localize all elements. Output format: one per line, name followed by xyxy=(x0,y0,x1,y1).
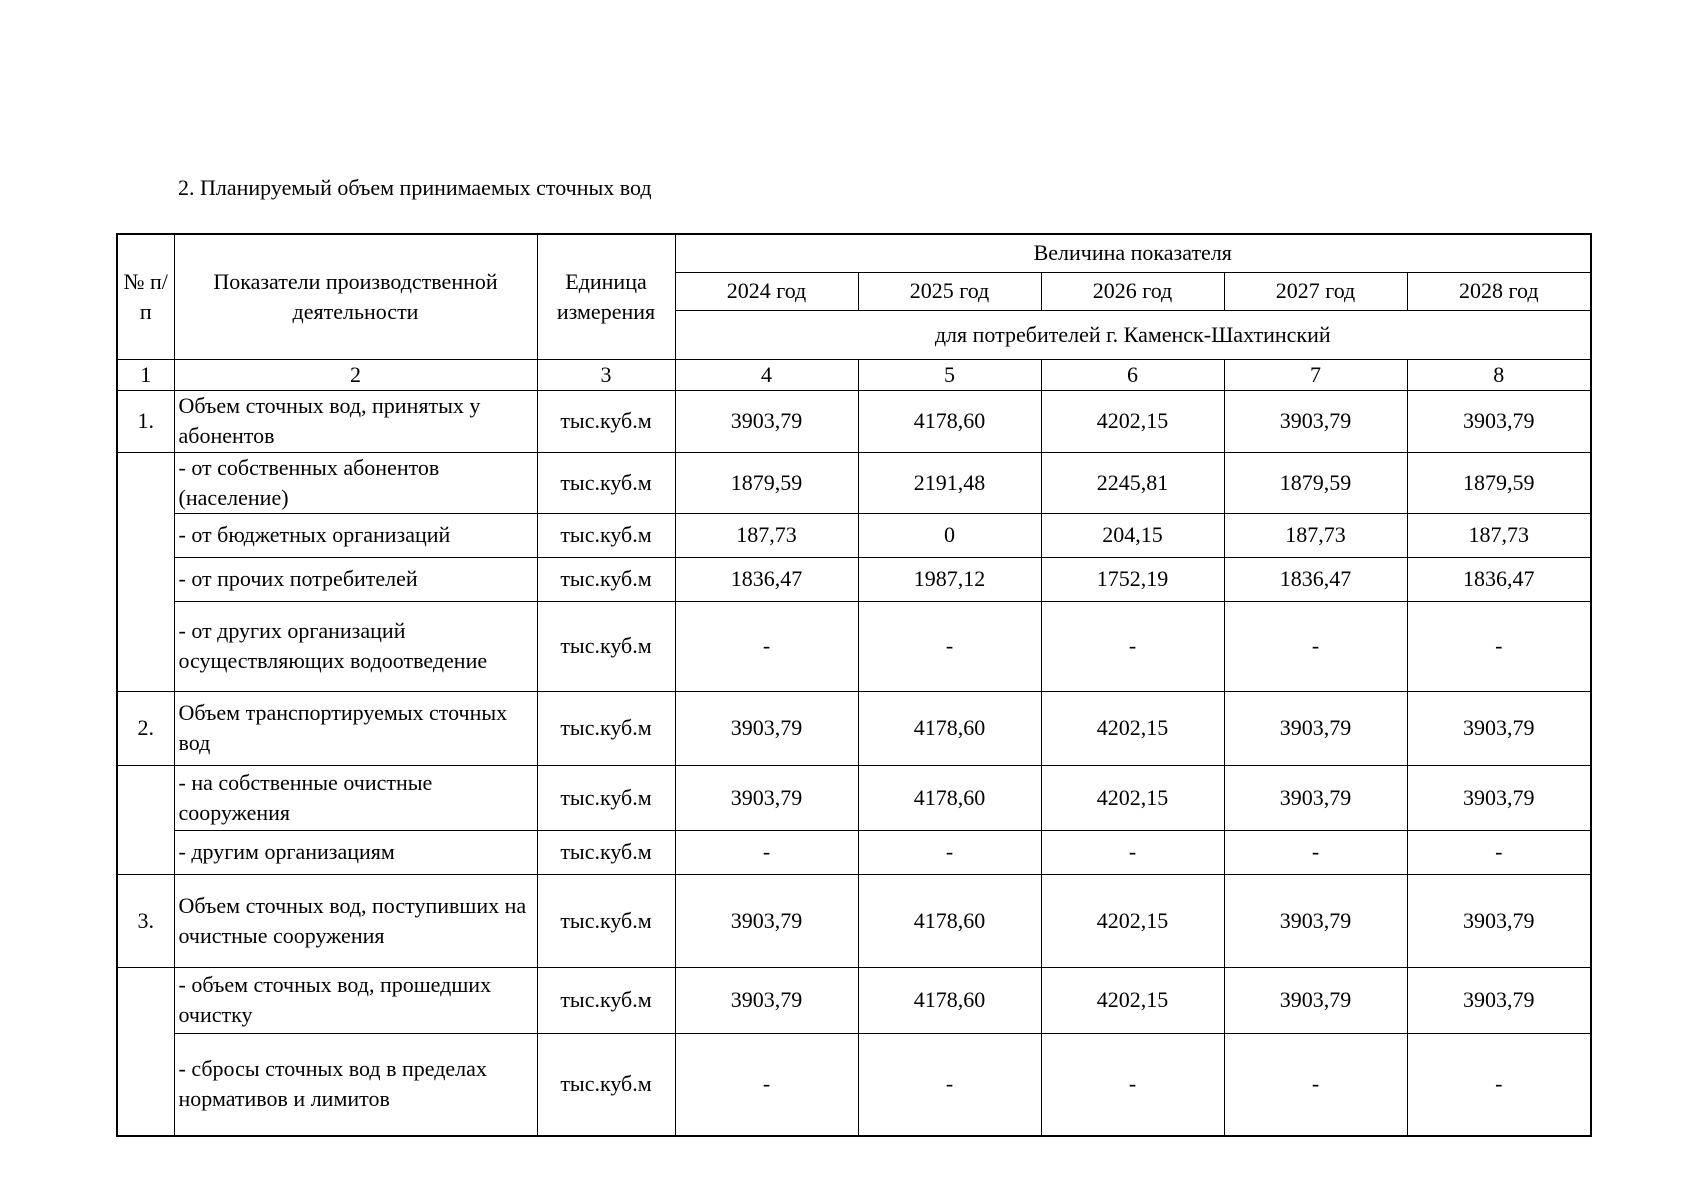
row-value: 187,73 xyxy=(1224,513,1407,557)
row-value: 4178,60 xyxy=(858,691,1041,765)
row-value: - xyxy=(1224,830,1407,874)
row-value: 4178,60 xyxy=(858,765,1041,830)
row-value: - xyxy=(1407,601,1591,691)
table-row xyxy=(117,452,1591,513)
row-label: - объем сточных вод, прошедших очистку xyxy=(174,967,537,1033)
row-value: 1836,47 xyxy=(1407,557,1591,601)
row-label: Объем сточных вод, принятых у абонентов xyxy=(174,390,537,452)
row-label: - другим организациям xyxy=(174,830,537,874)
row-value: 3903,79 xyxy=(1407,765,1591,830)
row-label: - от других организаций осуществляющих водоотведение xyxy=(174,601,537,691)
row-value: 3903,79 xyxy=(1407,691,1591,765)
column-number: 7 xyxy=(1224,359,1407,390)
row-value: - xyxy=(858,830,1041,874)
row-value: - xyxy=(1224,1033,1407,1136)
table-row xyxy=(117,765,1591,830)
row-number xyxy=(117,765,174,874)
row-number: 2. xyxy=(117,691,174,765)
header-indicator: Показатели производственной деятельности xyxy=(174,234,537,359)
row-unit: тыс.куб.м xyxy=(537,557,675,601)
header-year: 2024 год xyxy=(675,272,858,310)
row-value: 1836,47 xyxy=(675,557,858,601)
row-value: - xyxy=(1407,1033,1591,1136)
row-value: 4202,15 xyxy=(1041,874,1224,967)
row-value: 3903,79 xyxy=(675,967,858,1033)
header-year: 2026 год xyxy=(1041,272,1224,310)
column-number: 1 xyxy=(117,359,174,390)
column-number: 4 xyxy=(675,359,858,390)
row-value: - xyxy=(1041,1033,1224,1136)
row-value: - xyxy=(675,830,858,874)
row-label: - сбросы сточных вод в пределах нормативов и лимитов xyxy=(174,1033,537,1136)
row-value: 3903,79 xyxy=(1224,390,1407,452)
row-value: 3903,79 xyxy=(675,390,858,452)
row-value: - xyxy=(1041,830,1224,874)
row-unit: тыс.куб.м xyxy=(537,513,675,557)
header-year: 2025 год xyxy=(858,272,1041,310)
row-value: 187,73 xyxy=(1407,513,1591,557)
row-value: 1879,59 xyxy=(1224,452,1407,513)
row-value: 2191,48 xyxy=(858,452,1041,513)
row-value: 4202,15 xyxy=(1041,967,1224,1033)
column-number: 2 xyxy=(174,359,537,390)
row-value: 3903,79 xyxy=(1224,874,1407,967)
row-label: - на собственные очистные сооружения xyxy=(174,765,537,830)
row-value: 3903,79 xyxy=(1224,765,1407,830)
row-value: - xyxy=(858,1033,1041,1136)
table-row xyxy=(117,390,1591,452)
header-year: 2027 год xyxy=(1224,272,1407,310)
table-row xyxy=(117,513,1591,557)
row-unit: тыс.куб.м xyxy=(537,874,675,967)
header-unit: Единица измерения xyxy=(537,234,675,359)
header-num: № п/п xyxy=(117,234,174,359)
table-row xyxy=(117,601,1591,691)
table-row xyxy=(117,830,1591,874)
row-value: - xyxy=(675,601,858,691)
row-value: 1752,19 xyxy=(1041,557,1224,601)
column-number: 5 xyxy=(858,359,1041,390)
table-row xyxy=(117,1033,1591,1136)
row-value: 1879,59 xyxy=(675,452,858,513)
row-value: 3903,79 xyxy=(675,691,858,765)
row-value: 3903,79 xyxy=(1407,390,1591,452)
row-label: Объем сточных вод, поступивших на очистные сооружения xyxy=(174,874,537,967)
table-row xyxy=(117,691,1591,765)
row-value: 4178,60 xyxy=(858,874,1041,967)
row-value: - xyxy=(858,601,1041,691)
row-value: 0 xyxy=(858,513,1041,557)
table-row xyxy=(117,557,1591,601)
row-unit: тыс.куб.м xyxy=(537,601,675,691)
row-value: - xyxy=(675,1033,858,1136)
header-value-group: Величина показателя xyxy=(675,234,1591,272)
row-value: - xyxy=(1224,601,1407,691)
row-value: 3903,79 xyxy=(675,874,858,967)
row-unit: тыс.куб.м xyxy=(537,390,675,452)
row-number xyxy=(117,452,174,691)
row-value: 1987,12 xyxy=(858,557,1041,601)
row-label: - от собственных абонентов (население) xyxy=(174,452,537,513)
row-value: 4202,15 xyxy=(1041,765,1224,830)
column-number: 6 xyxy=(1041,359,1224,390)
row-unit: тыс.куб.м xyxy=(537,830,675,874)
row-label: - от бюджетных организаций xyxy=(174,513,537,557)
row-number: 1. xyxy=(117,390,174,452)
row-value: 2245,81 xyxy=(1041,452,1224,513)
row-number: 3. xyxy=(117,874,174,967)
row-value: 1836,47 xyxy=(1224,557,1407,601)
table-row xyxy=(117,874,1591,967)
row-value: - xyxy=(1407,830,1591,874)
row-value: 3903,79 xyxy=(675,765,858,830)
row-value: 204,15 xyxy=(1041,513,1224,557)
row-value: 4202,15 xyxy=(1041,691,1224,765)
row-unit: тыс.куб.м xyxy=(537,765,675,830)
row-value: 3903,79 xyxy=(1407,967,1591,1033)
row-value: 3903,79 xyxy=(1407,874,1591,967)
row-value: 187,73 xyxy=(675,513,858,557)
row-value: 1879,59 xyxy=(1407,452,1591,513)
header-consumers: для потребителей г. Каменск-Шахтинский xyxy=(675,310,1591,359)
header-year: 2028 год xyxy=(1407,272,1591,310)
row-number xyxy=(117,967,174,1136)
table-row xyxy=(117,967,1591,1033)
row-unit: тыс.куб.м xyxy=(537,691,675,765)
column-number: 3 xyxy=(537,359,675,390)
row-label: - от прочих потребителей xyxy=(174,557,537,601)
row-unit: тыс.куб.м xyxy=(537,1033,675,1136)
row-value: 4178,60 xyxy=(858,967,1041,1033)
row-unit: тыс.куб.м xyxy=(537,452,675,513)
row-value: - xyxy=(1041,601,1224,691)
row-value: 3903,79 xyxy=(1224,967,1407,1033)
wastewater-volume-table xyxy=(116,233,1592,1137)
row-label: Объем транспортируемых сточных вод xyxy=(174,691,537,765)
row-unit: тыс.куб.м xyxy=(537,967,675,1033)
row-value: 3903,79 xyxy=(1224,691,1407,765)
row-value: 4178,60 xyxy=(858,390,1041,452)
column-number: 8 xyxy=(1407,359,1591,390)
row-value: 4202,15 xyxy=(1041,390,1224,452)
page-title: 2. Планируемый объем принимаемых сточных вод xyxy=(178,175,652,200)
